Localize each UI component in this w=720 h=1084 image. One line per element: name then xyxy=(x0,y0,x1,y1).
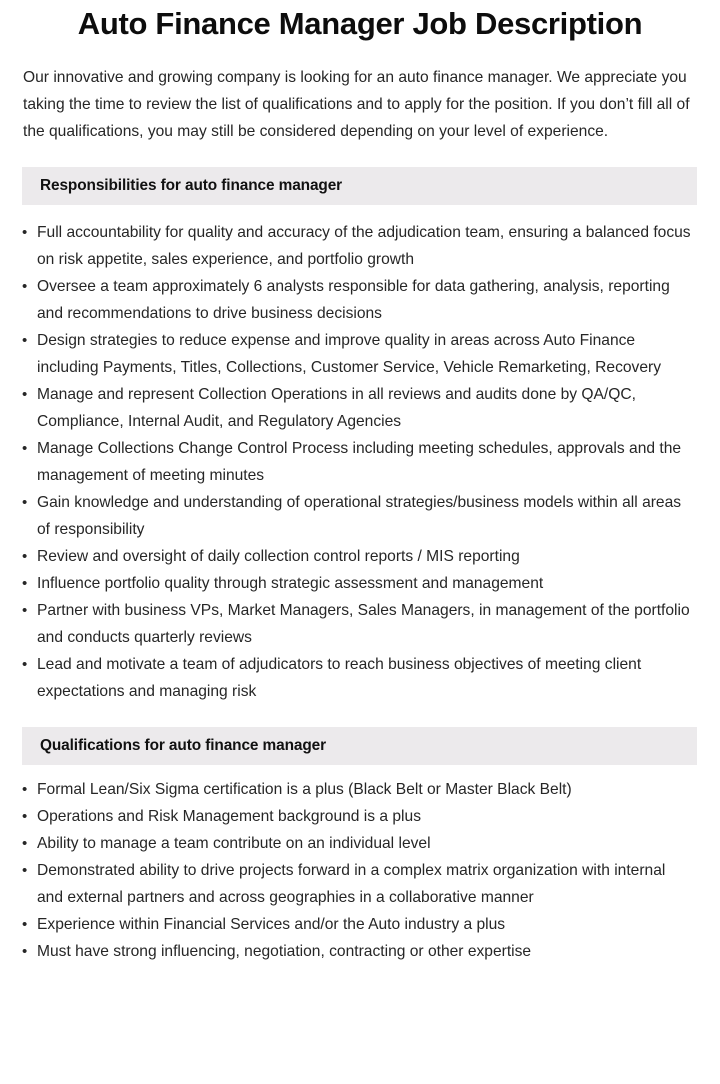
list-item: • Manage Collections Change Control Process including meeting schedules, approvals and the management of meeting minutes xyxy=(0,435,720,489)
intro-paragraph: Our innovative and growing company is looking for an auto finance manager. We appreciate you taking the time to review the list of qualifications and to apply for the position. If you don’t fill all of the qualifications, you may still be considered depending on your level of experience. xyxy=(23,69,690,140)
list-item: • Must have strong influencing, negotiation, contracting or other expertise xyxy=(0,938,720,965)
list-item: • Full accountability for quality and accuracy of the adjudication team, ensuring a balanced focus on risk appetite, sales experience, and portfolio growth xyxy=(0,219,720,273)
section-header-label: Responsibilities for auto finance manager xyxy=(40,177,343,194)
section-qualifications xyxy=(0,727,720,965)
list-item: • Demonstrated ability to drive projects forward in a complex matrix organization with internal and external partners and across geographies in a collaborative manner xyxy=(0,857,720,911)
list-item: • Experience within Financial Services and/or the Auto industry a plus xyxy=(0,911,720,938)
list-item: • Gain knowledge and understanding of operational strategies/business models within all areas of responsibility xyxy=(0,489,720,543)
list-item: • Operations and Risk Management background is a plus xyxy=(0,803,720,830)
list-item: • Influence portfolio quality through strategic assessment and management xyxy=(0,570,720,597)
spacer xyxy=(0,205,720,219)
list-item: • Design strategies to reduce expense and improve quality in areas across Auto Finance including Payments, Titles, Collections, Customer Service, Vehicle Remarketing, Recovery xyxy=(0,327,720,381)
list-item: • Review and oversight of daily collection control reports / MIS reporting xyxy=(0,543,720,570)
list-item: • Manage and represent Collection Operations in all reviews and audits done by QA/QC, Compliance, Internal Audit, and Regulatory Agencies xyxy=(0,381,720,435)
qualifications-list xyxy=(0,776,720,965)
list-item: • Oversee a team approximately 6 analysts responsible for data gathering, analysis, reporting and recommendations to drive business decisions xyxy=(0,273,720,327)
section-responsibilities xyxy=(0,167,720,705)
section-header-label: Qualifications for auto finance manager xyxy=(40,737,327,754)
list-item: • Partner with business VPs, Market Managers, Sales Managers, in management of the portfolio and conducts quarterly reviews xyxy=(0,597,720,651)
responsibilities-list xyxy=(0,219,720,705)
list-item: • Lead and motivate a team of adjudicators to reach business objectives of meeting client expectations and managing risk xyxy=(0,651,720,705)
spacer xyxy=(0,765,720,776)
list-item: • Ability to manage a team contribute on an individual level xyxy=(0,830,720,857)
section-header-qualifications xyxy=(22,727,697,765)
section-header-responsibilities xyxy=(22,167,697,205)
list-item: • Formal Lean/Six Sigma certification is a plus (Black Belt or Master Black Belt) xyxy=(0,776,720,803)
page-title: Auto Finance Manager Job Description xyxy=(77,6,643,41)
